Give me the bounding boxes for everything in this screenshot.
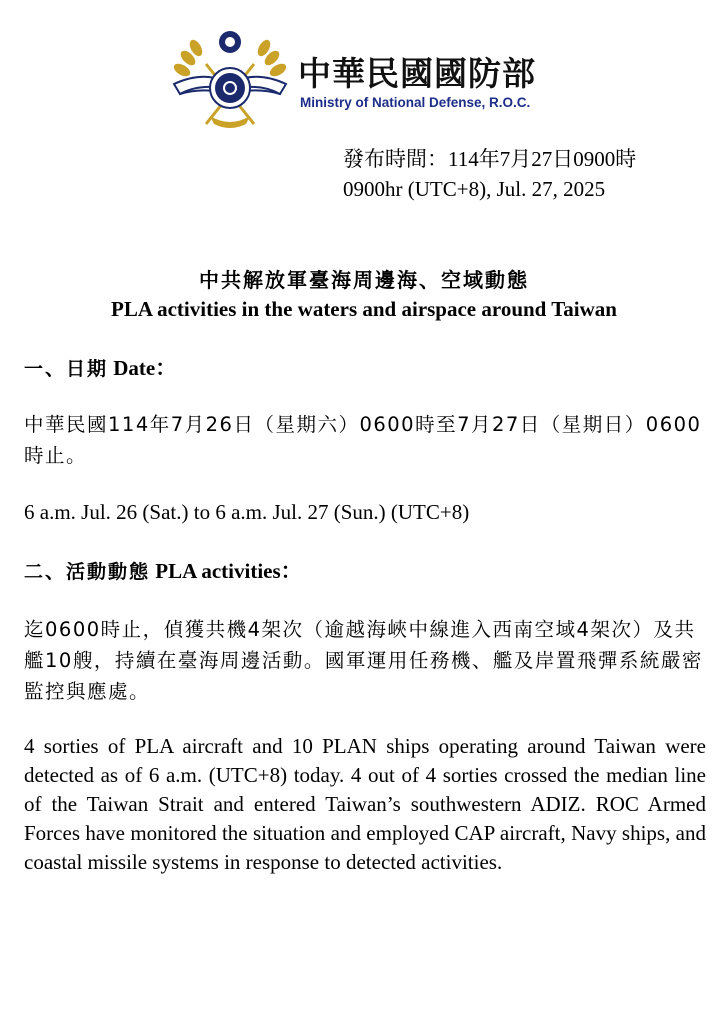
section-date-heading-en: Date： (113, 356, 177, 380)
section-activities-heading (24, 555, 302, 585)
section-date-heading-zh: 一、日期 (24, 358, 109, 380)
org-name-en: Ministry of National Defense, R.O.C. (300, 95, 531, 110)
activities-paragraph-en: 4 sorties of PLA aircraft and 10 PLAN ships operating around Taiwan were detected as of 6 a.m. (UTC+8) today. 4 out of 4 sorties crossed the median line of the Taiwan Strait and entered Taiwan’s southwestern ADIZ. ROC Armed Forces have monitored the situation and employed CAP aircraft, Navy ships, and coastal missile systems in response to detected activities. (24, 734, 706, 874)
date-paragraph-en: 6 a.m. Jul. 26 (Sat.) to 6 a.m. Jul. 27 (Sun.) (UTC+8) (24, 500, 470, 524)
org-name-zh: 中華民國國防部 (298, 54, 536, 93)
title-zh: 中共解放軍臺海周邊海、空域動態 (199, 268, 529, 292)
release-time-en: 0900hr (UTC+8), Jul. 27, 2025 (343, 177, 606, 201)
page-header (166, 28, 586, 132)
section-date-heading (24, 352, 176, 382)
release-time (343, 144, 636, 204)
section-activities-heading-zh: 二、活動動態 (24, 561, 151, 583)
mnd-emblem-icon (166, 28, 294, 132)
activities-paragraph-zh: 迄0600時止，偵獲共機4架次（逾越海峽中線進入西南空域4架次）及共艦10艘，持續在臺海周邊活動。國軍運用任務機、艦及岸置飛彈系統嚴密監控與應處。 (24, 618, 703, 703)
date-paragraph-zh: 中華民國114年7月26日（星期六）0600時至7月27日（星期日）0600時止。 (24, 413, 702, 467)
release-time-zh: 發布時間：114年7月27日0900時 (343, 147, 637, 171)
section-activities-heading-en: PLA activities： (155, 559, 302, 583)
title-en: PLA activities in the waters and airspace around Taiwan (111, 297, 617, 321)
document-title (0, 266, 728, 324)
